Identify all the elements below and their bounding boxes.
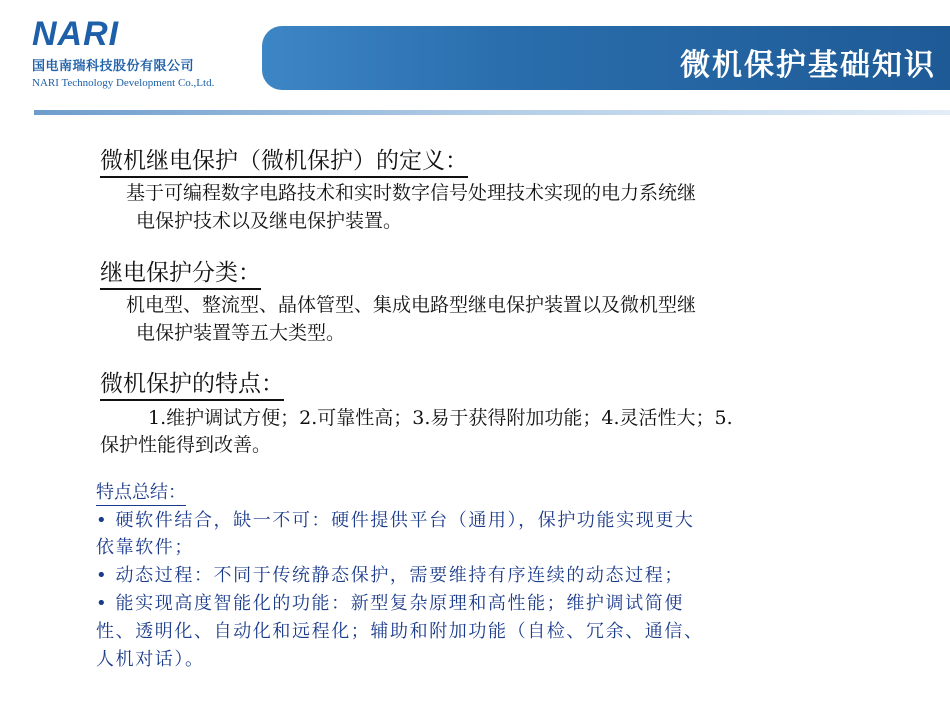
summary-line-5: 性、透明化、自动化和远程化；辅助和附加功能（自检、冗余、通信、 — [96, 621, 704, 642]
summary-line-4: • 能实现高度智能化的功能：新型复杂原理和高性能；维护调试简便 — [96, 593, 684, 614]
title-bar — [262, 26, 950, 90]
summary-heading: 特点总结： — [96, 481, 186, 506]
header-divider — [34, 110, 950, 115]
definition-line-1: 基于可编程数字电路技术和实时数字信号处理技术实现的电力系统继 — [126, 182, 697, 204]
features-line-1: 1.维护调试方便；2.可靠性高；3.易于获得附加功能；4.灵活性大；5. — [148, 407, 733, 429]
classification-heading: 继电保护分类： — [100, 258, 261, 290]
definition-heading: 微机继电保护（微机保护）的定义： — [100, 146, 468, 178]
classification-line-1: 机电型、整流型、晶体管型、集成电路型继电保护装置以及微机型继 — [126, 294, 697, 316]
logo-company-name-cn: 国电南瑞科技股份有限公司 — [32, 59, 195, 74]
features-heading: 微机保护的特点： — [100, 369, 284, 401]
logo-company-name-en: NARI Technology Development Co.,Ltd. — [32, 77, 215, 89]
definition-line-2: 电保护技术以及继电保护装置。 — [136, 210, 403, 232]
classification-line-2: 电保护装置等五大类型。 — [136, 322, 346, 344]
logo-mark: NARI — [32, 15, 120, 53]
features-line-2: 保护性能得到改善。 — [100, 434, 272, 456]
slide-title: 微机保护基础知识 — [680, 48, 936, 83]
summary-line-1: • 硬软件结合，缺一不可：硬件提供平台（通用），保护功能实现更大 — [96, 510, 695, 531]
summary-line-3: • 动态过程：不同于传统静态保护，需要维持有序连续的动态过程； — [96, 565, 684, 586]
company-logo — [32, 16, 252, 89]
summary-line-2: 依靠软件； — [96, 537, 194, 558]
summary-line-6: 人机对话）。 — [96, 649, 205, 670]
